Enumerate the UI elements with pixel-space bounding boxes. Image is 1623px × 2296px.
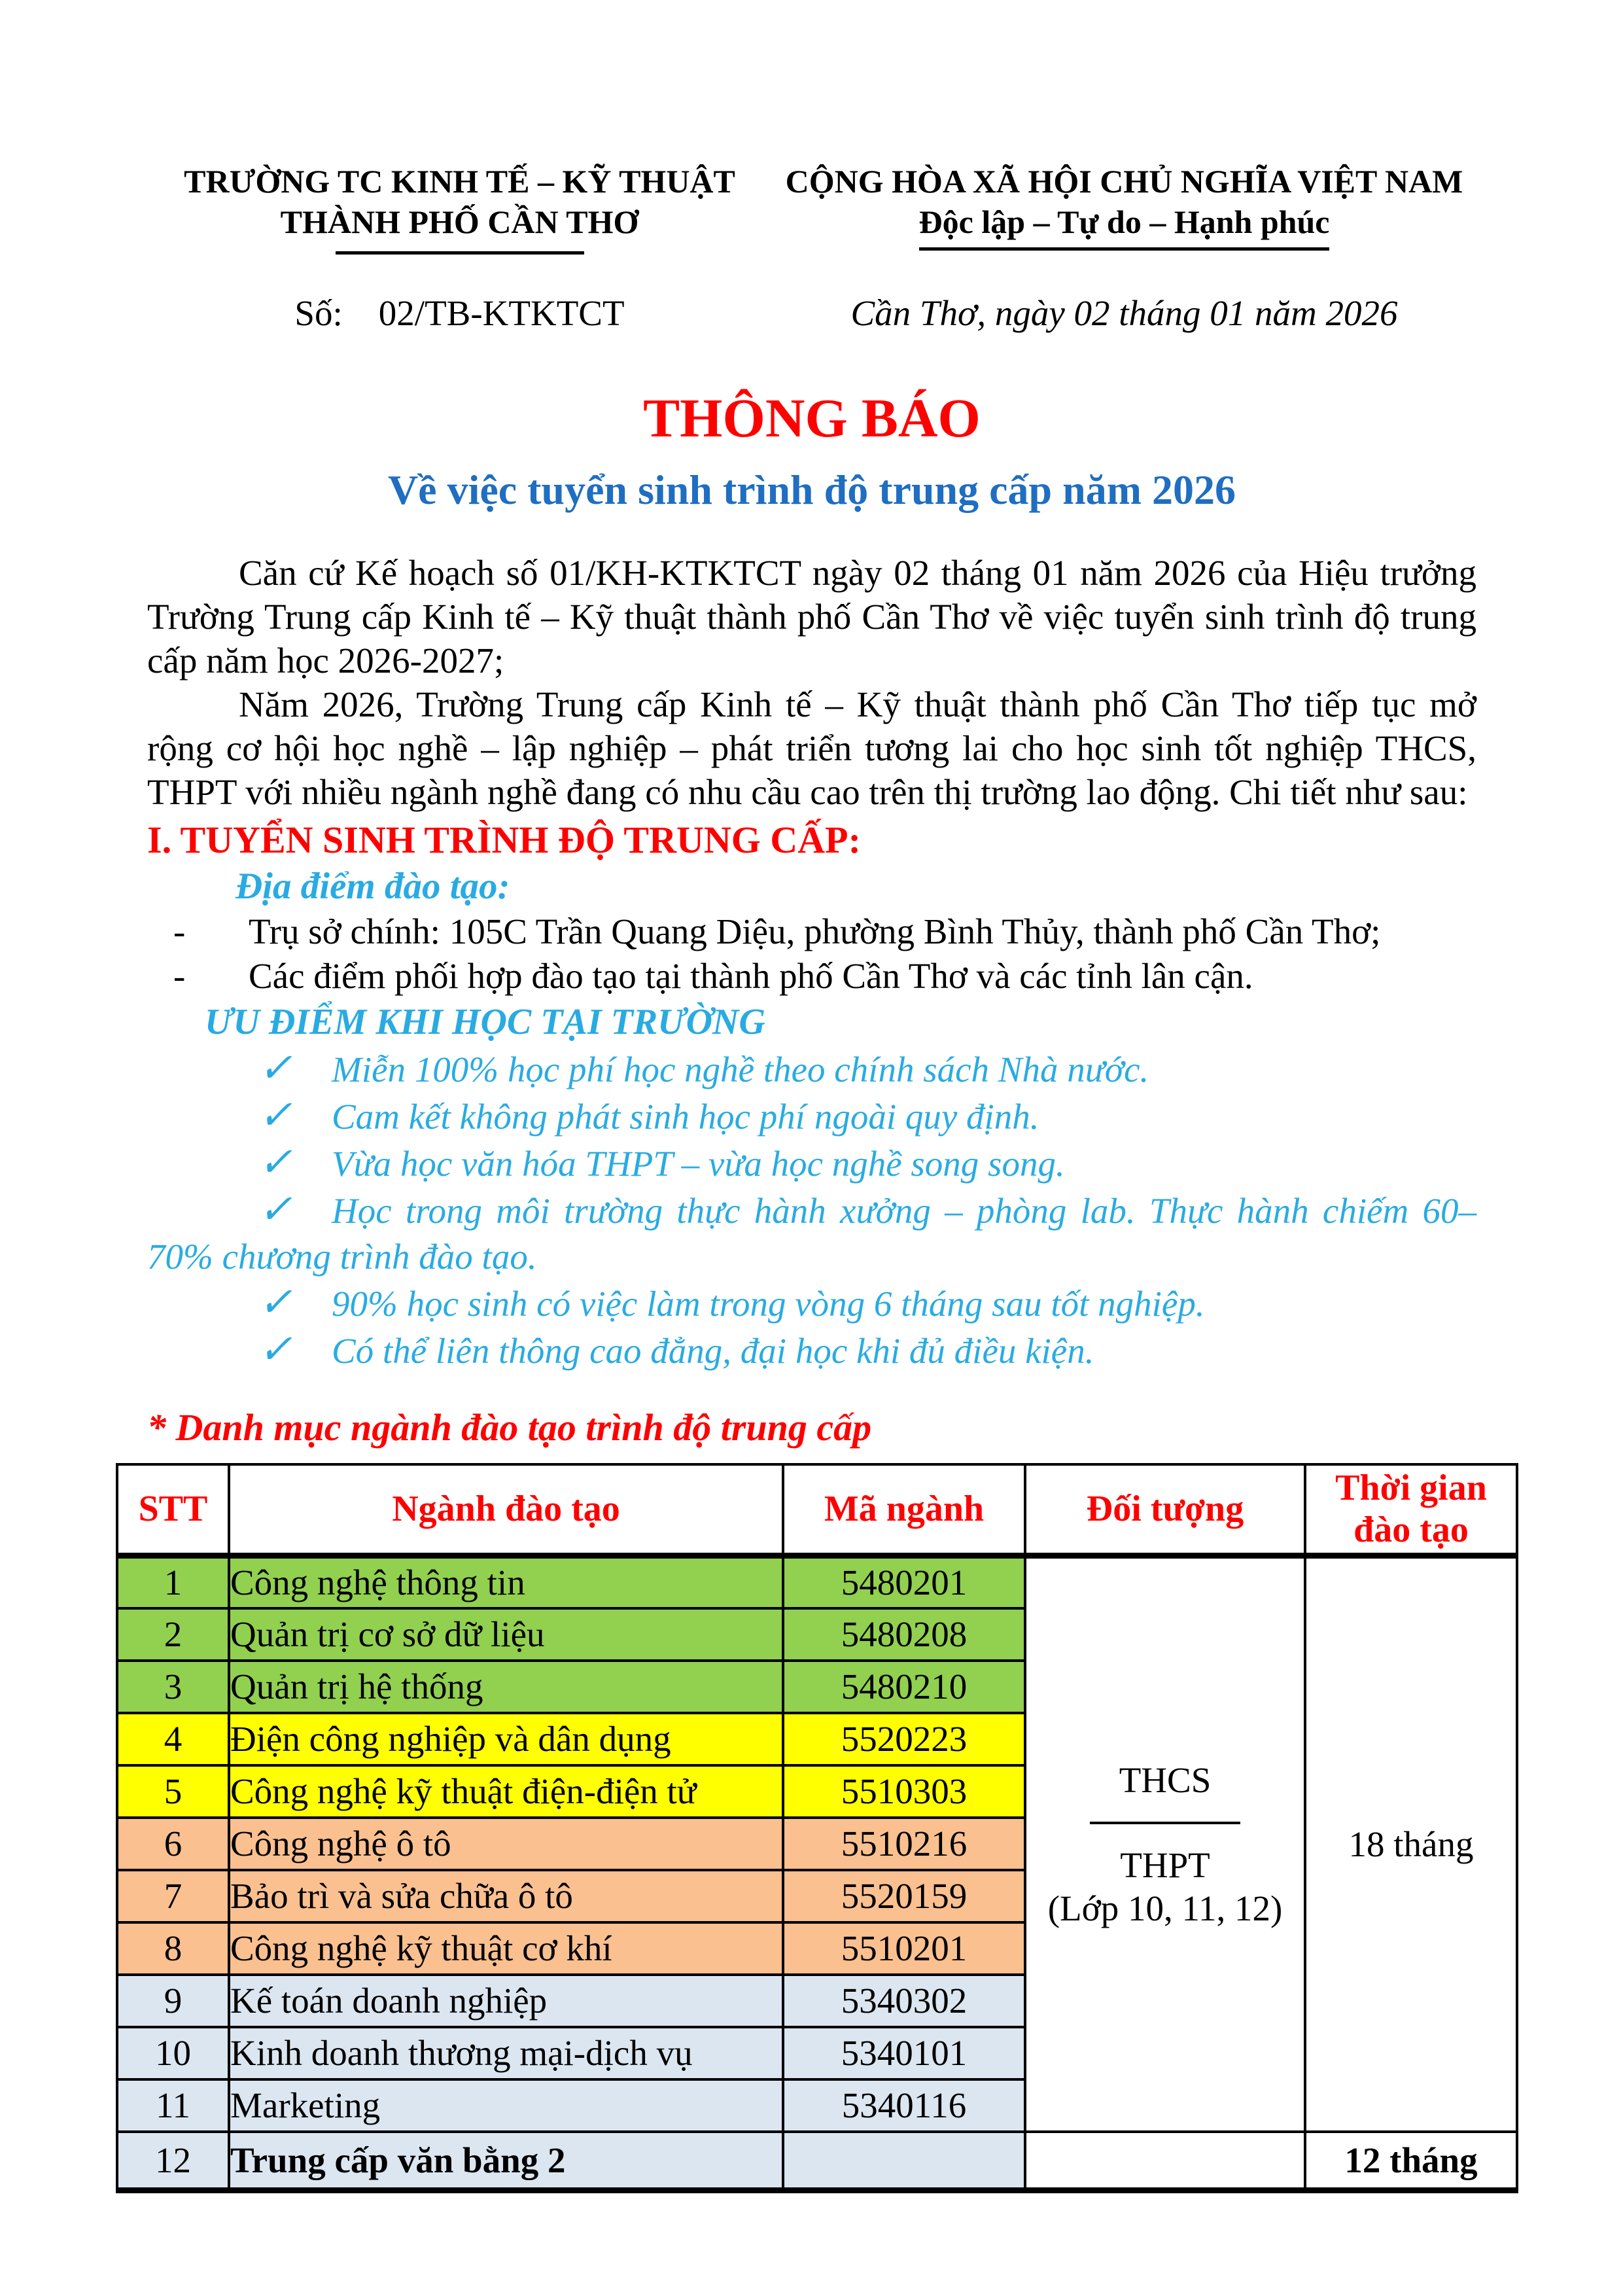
paragraph-2: Năm 2026, Trường Trung cấp Kinh tế – Kỹ thuật thành phố Cần Thơ tiếp tục mở rộng cơ hội học nghề – lập nghiệp – phát triển tương lai cho học sinh tốt nghiệp THCS, THPT với nhiều ngành nghề đang có nhu cầu cao trên thị trường lao động. Chi tiết như sau: [147, 684, 1476, 812]
cell-stt: 5 [117, 1765, 229, 1818]
page-title: THÔNG BÁO [643, 388, 981, 449]
location-item [147, 910, 1476, 954]
cell-code: 5480210 [783, 1661, 1025, 1713]
cell-code: 5340116 [783, 2079, 1025, 2132]
section-1-heading: I. TUYỂN SINH TRÌNH ĐỘ TRUNG CẤP: [147, 818, 861, 861]
benefit-item [147, 1187, 1476, 1280]
dash-marker: - [173, 955, 186, 996]
cell-stt: 11 [117, 2079, 229, 2132]
check-icon: ✓ [258, 1280, 292, 1325]
cell-name: Kế toán doanh nghiệp [229, 1975, 783, 2027]
cell-stt: 6 [117, 1818, 229, 1870]
table-row [117, 2132, 1517, 2191]
cell-code: 5520223 [783, 1713, 1025, 1765]
cell-stt: 8 [117, 1922, 229, 1975]
cell-stt: 1 [117, 1556, 229, 1608]
paragraph-1: Căn cứ Kế hoạch số 01/KH-KTKTCT ngày 02 tháng 01 năm 2026 của Hiệu trưởng Trường Trung cấp Kinh tế – Kỹ thuật thành phố Cần Thơ về việc tuyển sinh trình độ trung cấp năm học 2026-2027; [147, 552, 1476, 680]
col-header-doi-tuong: Đối tượng [1025, 1464, 1305, 1556]
cell-code: 5340101 [783, 2027, 1025, 2079]
thpt-label: THPT [1120, 1845, 1210, 1885]
cell-code: 5480201 [783, 1556, 1025, 1608]
school-city: THÀNH PHỐ CẦN THƠ [280, 203, 639, 240]
country-title: CỘNG HÒA XÃ HỘI CHỦ NGHĨA VIỆT NAM [785, 163, 1463, 200]
benefit-text: Vừa học văn hóa THPT – vừa học nghề song song. [332, 1143, 1065, 1184]
table-caption: * Danh mục ngành đào tạo trình độ trung cấp [147, 1405, 872, 1449]
cell-name: Quản trị cơ sở dữ liệu [229, 1608, 783, 1661]
cell-stt: 2 [117, 1608, 229, 1661]
col-header-thoi-gian: Thời gian đào tạo [1305, 1464, 1517, 1556]
cell-code: 5480208 [783, 1608, 1025, 1661]
benefit-text: Có thể liên thông cao đẳng, đại học khi đủ điều kiện. [332, 1330, 1094, 1371]
cell-name: Bảo trì và sửa chữa ô tô [229, 1870, 783, 1922]
cell-duration-main: 18 tháng [1305, 1556, 1517, 2132]
page-subtitle: Về việc tuyển sinh trình độ trung cấp năm 2026 [387, 467, 1236, 513]
cell-code [783, 2132, 1025, 2191]
col-header-nganh: Ngành đào tạo [229, 1464, 783, 1556]
thcs-label: THCS [1119, 1759, 1212, 1800]
benefit-item [147, 1140, 1476, 1187]
cell-stt: 9 [117, 1975, 229, 2027]
motto-line [772, 202, 1476, 251]
benefit-text: Miễn 100% học phí học nghề theo chính sách Nhà nước. [332, 1049, 1149, 1089]
location-item-text: Trụ sở chính: 105C Trần Quang Diệu, phường Bình Thủy, thành phố Cần Thơ; [249, 911, 1381, 951]
benefit-item [147, 1093, 1476, 1140]
table-header-row [117, 1464, 1517, 1556]
cell-name: Công nghệ thông tin [229, 1556, 783, 1608]
check-icon: ✓ [258, 1187, 292, 1232]
benefit-text: Học trong môi trường thực hành xưởng – phòng lab. Thực hành chiếm 60–70% chương trình đào tạo. [147, 1190, 1476, 1277]
cell-stt: 12 [117, 2132, 229, 2191]
benefit-item [147, 1327, 1476, 1374]
programs-table [116, 1463, 1518, 2194]
cell-target-empty [1025, 2132, 1305, 2191]
cell-stt: 4 [117, 1713, 229, 1765]
issue-date: Cần Thơ, ngày 02 tháng 01 năm 2026 [850, 293, 1398, 333]
benefit-item [147, 1280, 1476, 1327]
check-icon: ✓ [258, 1093, 292, 1138]
check-icon: ✓ [258, 1327, 292, 1372]
table-row [117, 1556, 1517, 1608]
cell-stt: 10 [117, 2027, 229, 2079]
cell-target-group [1025, 1556, 1305, 2132]
cell-name: Công nghệ kỹ thuật cơ khí [229, 1922, 783, 1975]
cell-name: Công nghệ kỹ thuật điện-điện tử [229, 1765, 783, 1818]
cell-name: Trung cấp văn bằng 2 [229, 2132, 783, 2191]
benefit-text: 90% học sinh có việc làm trong vòng 6 tháng sau tốt nghiệp. [332, 1283, 1205, 1324]
benefit-item [147, 1046, 1476, 1093]
motto-block [772, 161, 1476, 255]
cell-name: Công nghệ ô tô [229, 1818, 783, 1870]
school-name: TRƯỜNG TC KINH TẾ – KỸ THUẬT [184, 163, 735, 200]
cell-code: 5340302 [783, 1975, 1025, 2027]
doc-number: Số: 02/TB-KTKTCT [294, 293, 625, 333]
cell-name: Marketing [229, 2079, 783, 2132]
cell-stt: 7 [117, 1870, 229, 1922]
cell-stt: 3 [117, 1661, 229, 1713]
motto-text: Độc lập – Tự do – Hạnh phúc [919, 202, 1330, 251]
location-heading: Địa điểm đào tạo: [236, 865, 510, 907]
benefit-text: Cam kết không phát sinh học phí ngoài quy định. [332, 1096, 1039, 1137]
col-header-ma-nganh: Mã ngành [783, 1464, 1025, 1556]
location-item [147, 954, 1476, 998]
location-item-text: Các điểm phối hợp đào tạo tại thành phố Cần Thơ và các tỉnh lân cận. [249, 955, 1253, 996]
cell-code: 5510303 [783, 1765, 1025, 1818]
cell-code: 5520159 [783, 1870, 1025, 1922]
col-header-stt: STT [117, 1464, 229, 1556]
school-block [147, 161, 772, 255]
school-underline [336, 251, 584, 255]
number-date-row [147, 292, 1476, 334]
check-icon: ✓ [258, 1046, 292, 1091]
cell-duration-row12: 12 tháng [1305, 2132, 1517, 2191]
document-body [138, 551, 1487, 2194]
cell-name: Quản trị hệ thống [229, 1661, 783, 1713]
benefits-heading: ƯU ĐIỂM KHI HỌC TẠI TRƯỜNG [205, 1001, 765, 1042]
dash-marker: - [173, 911, 186, 951]
thpt-grades: (Lớp 10, 11, 12) [1047, 1888, 1283, 1928]
cell-code: 5510201 [783, 1922, 1025, 1975]
cell-name: Điện công nghiệp và dân dụng [229, 1713, 783, 1765]
cell-code: 5510216 [783, 1818, 1025, 1870]
national-header [147, 161, 1476, 255]
thcs-thpt-divider [1090, 1822, 1240, 1824]
check-icon: ✓ [258, 1140, 292, 1185]
cell-name: Kinh doanh thương mại-dịch vụ [229, 2027, 783, 2079]
